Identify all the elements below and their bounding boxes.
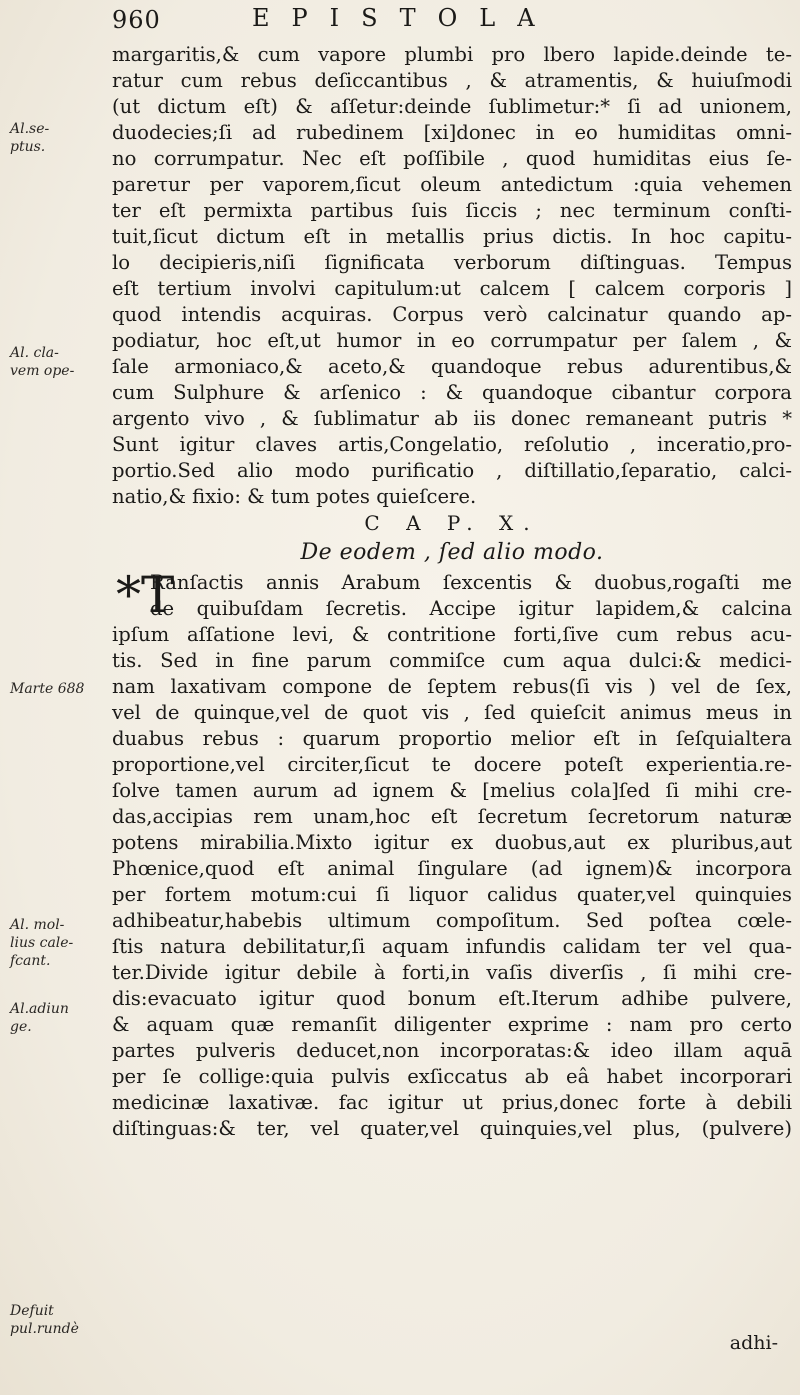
page-header [112, 6, 772, 36]
text-line: tis. Sed in fine parum commiſce cum aqua dulci:& medici- [112, 649, 792, 672]
text-line: nam laxativam compone de ſeptem rebus(ſi vis ) vel de ſex, [112, 675, 792, 698]
text-line: dis:evacuato igitur quod bonum eſt.Iterum adhibe pulvere, [112, 987, 792, 1010]
text-line: cum Sulphure & arſenico : & quandoque cibantur corpora [112, 381, 792, 404]
margin-note-line: fcant. [10, 953, 51, 969]
text-line: vel de quinque,vel de quot vis , ſed quieſcit animus meus in [112, 701, 792, 724]
margin-note-al-clavem [10, 344, 106, 380]
text-line: margaritis,& cum vapore plumbi pro lbero lapide.deinde te- [112, 43, 792, 66]
text-line: Phœnice,quod eſt animal ſingulare (ad ignem)& incorpora [112, 857, 792, 880]
text-line: portio.Sed alio modo purificatio , diſtillatio,ſeparatio, calci- [112, 459, 792, 482]
text-line: quod intendis acquiras. Corpus verò calcinatur quando ap- [112, 303, 792, 326]
text-line: de quibuſdam ſecretis. Accipe igitur lapidem,& calcina [150, 597, 792, 620]
text-line: ſale armoniaco,& aceto,& quandoque rebus adurentibus,& [112, 355, 792, 378]
margin-note-line: pul.rundè [10, 1321, 79, 1337]
margin-note-line: Al.adiun [10, 1001, 69, 1017]
text-line: proportione,vel circiter,ſicut te docere poteſt experientia.re- [112, 753, 792, 776]
text-line: ter.Divide igitur debile à forti,in vaſis diverſis , ſi mihi cre- [112, 961, 792, 984]
text-line: no corrumpatur. Nec eſt poſſibile , quod humiditas eius ſe- [112, 147, 792, 170]
text-line: partes pulveris deducet,non incorporatas:& ideo illam aquā [112, 1039, 792, 1062]
text-line: adhibeatur,habebis ultimum compoſitum. Sed poſtea cœle- [112, 909, 792, 932]
text-line: pareτur per vaporem,ſicut oleum antedictum :quia vehemen [112, 173, 792, 196]
text-line: ratur cum rebus deſiccantibus , & atramentis, & huiuſmodi [112, 69, 792, 92]
margin-note-al-mollius [10, 916, 106, 970]
margin-note-al-separatur [10, 120, 106, 156]
margin-note-line: ge. [10, 1019, 32, 1035]
text-line: ipſum aſſatione levi, & contritione forti,ſive cum rebus acu- [112, 623, 792, 646]
running-head: EPISTOLA [252, 4, 557, 32]
text-line-content: Ranſactis annis Arabum ſexcentis & duobus,rogaſti me [150, 571, 792, 594]
margin-note-line: Al.se- [10, 121, 50, 137]
text-line: Sunt igitur claves artis,Congelatio, reſolutio , inceratio,pro- [112, 433, 792, 456]
margin-note-desunt [10, 1302, 106, 1338]
margin-note-line: lius cale- [10, 935, 74, 951]
text-line: natio,& fixio: & tum potes quieſcere. [112, 485, 477, 508]
main-text [112, 42, 792, 1142]
margin-note-line: Al. cla- [10, 345, 59, 361]
text-line: potens mirabilia.Mixto igitur ex duobus,aut ex pluribus,aut [112, 831, 792, 854]
text-line: das,accipias rem unam,hoc eſt ſecretum ſecretorum naturæ [112, 805, 792, 828]
margin-note-al-adiunge [10, 1000, 106, 1036]
text-line: argento vivo , & ſublimatur ab iis donec remaneant putris * [112, 407, 792, 430]
text-line: eſt tertium involvi capitulum:ut calcem [ calcem corporis ] [112, 277, 792, 300]
text-line: duabus rebus : quarum proportio melior eſt in ſeſquialtera [112, 727, 792, 750]
text-line: duodecies;ſi ad rubedinem [xi]donec in eo humiditas omni- [112, 121, 792, 144]
margin-note-line: Al. mol- [10, 917, 65, 933]
chapter-heading: C A P. X. [364, 511, 540, 535]
page-number: 960 [112, 6, 161, 34]
text-line: per fortem motum:cui ſi liquor calidus quater,vel quinquies [112, 883, 792, 906]
text-line: ſolve tamen aurum ad ignem & [melius cola]ſed ſi mihi cre- [112, 779, 792, 802]
margin-note-line: Defuit [10, 1303, 54, 1319]
text-line: lo decipieris,niſi ſignificata verborum diſtinguas. Tempus [112, 251, 792, 274]
text-line: diſtinguas:& ter, vel quater,vel quinquies,vel plus, (pulvere) [112, 1117, 792, 1140]
text-line: ter eſt permixta partibus ſuis ſiccis ; nec terminum conſti- [112, 199, 792, 222]
text-line: (ut dictum eſt) & aſſetur:deinde ſublimetur:* ſi ad unionem, [112, 95, 792, 118]
margin-note-line: ptus. [10, 139, 46, 155]
text-line: & aquam quæ remanſit diligenter exprime : nam pro certo [112, 1013, 792, 1036]
margin-note-line: vem ope- [10, 363, 75, 379]
margin-note-marte [10, 680, 106, 698]
text-line: medicinæ laxativæ. fac igitur ut prius,donec forte à debili [112, 1091, 792, 1114]
text-line: ſtis natura debilitatur,ſi aquam infundis calidam ter vel qua- [112, 935, 792, 958]
catchword: adhi- [729, 1332, 778, 1354]
margin-note-line: Marte 688 [10, 681, 85, 697]
chapter-subtitle: De eodem , ſed alio modo. [300, 540, 604, 565]
text-line: tuit,ſicut dictum eſt in metallis prius dictis. In hoc capitu- [112, 225, 792, 248]
text-line: podiatur, hoc eſt,ut humor in eo corrumpatur per ſalem , & [112, 329, 792, 352]
text-line: per ſe collige:quia pulvis exſiccatus ab eâ habet incorporari [112, 1065, 792, 1088]
drop-cap: *T [116, 566, 175, 624]
